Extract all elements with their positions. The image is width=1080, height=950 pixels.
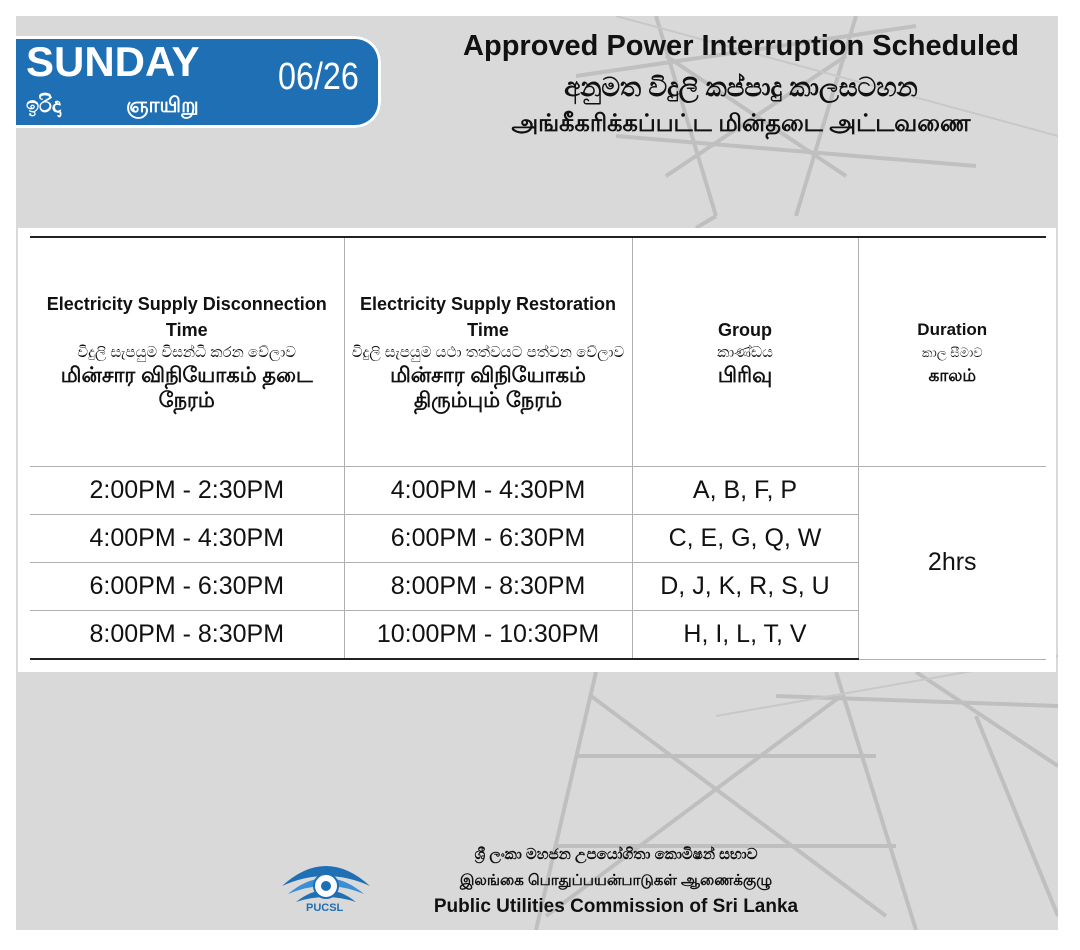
org-name-sinhala: ශ්‍රී ලංකා මහජන උපයෝගිතා කොමිෂන් සභාව [474,846,758,863]
group-cell: D, J, K, R, S, U [632,563,858,611]
restore-time-cell: 10:00PM - 10:30PM [344,611,632,660]
header-tamil: மின்சார விநியோகம் தடை நேரம் [60,364,313,412]
org-name-tamil: இலங்கை பொதுப்பயன்பாடுகள் ஆணைக்குழு [459,872,773,889]
header-disconnection-time [30,237,344,467]
title-tamil: அங்கீகரிக்கப்பட்ட மின்தடை அட்டவணை [511,110,971,137]
restore-time-cell: 4:00PM - 4:30PM [344,467,632,515]
schedule-date: 06/26 [278,56,359,98]
header-restoration-time [344,237,632,467]
header-tamil: காலம் [928,365,977,385]
header-sinhala: කාල සීමාව [921,344,983,360]
day-sinhala: ඉරිදා [26,94,62,117]
title-english: Approved Power Interruption Scheduled [463,30,1019,62]
logo-text: PUCSL [306,902,344,914]
header-tamil: மின்சார விநியோகம் திரும்பும் நேரம் [390,364,586,412]
header-english: Electricity Supply Restoration Time [359,294,617,340]
disconnect-time-cell: 8:00PM - 8:30PM [30,611,344,660]
org-name-english: Public Utilities Commission of Sri Lanka [433,896,799,917]
group-cell: C, E, G, Q, W [632,515,858,563]
header-tamil: பிரிவு [717,363,773,387]
group-cell: H, I, L, T, V [632,611,858,660]
restore-time-cell: 6:00PM - 6:30PM [344,515,632,563]
header-duration [858,237,1046,467]
schedule-poster [16,16,1058,930]
day-badge [16,36,381,128]
group-cell: A, B, F, P [632,467,858,515]
header-sinhala: විදුලි සැපයුම විසන්ධි කරන වේලාව [77,344,297,361]
restore-time-cell: 8:00PM - 8:30PM [344,563,632,611]
table-header-row [30,237,1046,467]
disconnect-time-cell: 2:00PM - 2:30PM [30,467,344,515]
header-sinhala: විදුලි සැපයුම යථා තත්වයට පත්වන වේලාව [351,344,625,361]
schedule-table [30,236,1046,660]
disconnect-time-cell: 4:00PM - 4:30PM [30,515,344,563]
day-english: SUNDAY [26,38,200,85]
header-english: Electricity Supply Disconnection Time [46,294,327,340]
disconnect-time-cell: 6:00PM - 6:30PM [30,563,344,611]
day-tamil: ஞாயிறு [126,94,199,117]
header-english: Duration [917,319,988,339]
header-sinhala: කාණ්ඩය [717,343,773,361]
header-group [632,237,858,467]
header-english: Group [718,319,772,340]
table-row [30,467,1046,515]
title-sinhala: අනුමත විදුලි කප්පාදු කාලසටහන [564,72,918,102]
schedule-table-card [18,228,1056,672]
duration-cell: 2hrs [858,467,1046,660]
